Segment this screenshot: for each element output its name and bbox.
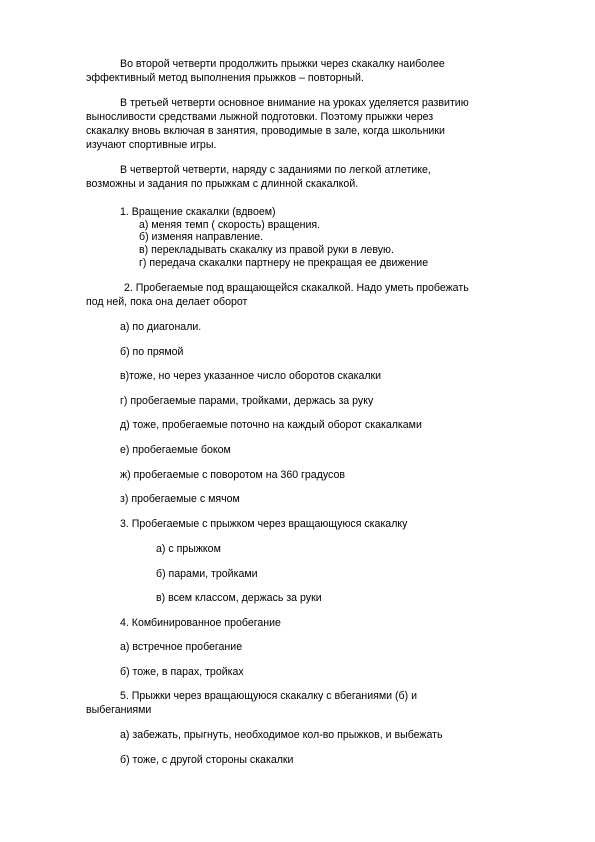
list-item: б) тоже, с другой стороны скакалки <box>120 754 294 766</box>
list-item: е) пробегаемые боком <box>120 444 231 456</box>
paragraph-fourth-quarter <box>86 163 546 191</box>
text-line: скакалку вновь включая в занятия, проводимые в зале, когда школьники <box>86 125 445 137</box>
list-item: б) парами, тройками <box>156 568 258 580</box>
text-line: Во второй четверти продолжить прыжки через скакалку наиболее <box>120 58 445 70</box>
list-item: ж) пробегаемые с поворотом на 360 градусов <box>120 469 345 481</box>
list-item: б) изменяя направление. <box>139 231 264 243</box>
list-item: а) забежать, прыгнуть, необходимое кол-во прыжков, и выбежать <box>120 729 443 741</box>
section-1-heading: 1. Вращение скакалки (вдвоем) <box>120 206 276 218</box>
list-item: а) меняя темп ( скорость) вращения. <box>139 219 321 231</box>
text-line: изучают спортивные игры. <box>86 139 217 151</box>
text-line: эффективный метод выполнения прыжков – повторный. <box>86 72 364 84</box>
list-item: з) пробегаемые с мячом <box>120 493 240 505</box>
list-item: г) пробегаемые парами, тройками, держась за руку <box>120 395 374 407</box>
text-line: В четвертой четверти, наряду с заданиями по легкой атлетике, <box>120 164 431 176</box>
text-line: 5. Прыжки через вращающуюся скакалку с вбеганиями (б) и <box>120 690 417 702</box>
paragraph-second-quarter <box>86 57 546 85</box>
list-item: в)тоже, но через указанное число оборотов скакалки <box>120 370 382 382</box>
section-3-heading: 3. Пробегаемые с прыжком через вращающуюся скакалку <box>120 518 408 530</box>
list-item: а) с прыжком <box>156 543 221 555</box>
list-item: б) по прямой <box>120 346 184 358</box>
list-item: г) передача скакалки партнеру не прекращая ее движение <box>139 257 429 269</box>
list-item: в) всем классом, держась за руки <box>156 592 322 604</box>
text-line: В третьей четверти основное внимание на уроках уделяется развитию <box>120 97 469 109</box>
text-line: под ней, пока она делает оборот <box>86 296 248 308</box>
list-item: в) перекладывать скакалку из правой руки в левую. <box>139 244 394 256</box>
paragraph-third-quarter <box>86 96 546 152</box>
list-item: д) тоже, пробегаемые поточно на каждый оборот скакалками <box>120 419 422 431</box>
text-line: выбеганиями <box>86 704 152 716</box>
section-4-heading: 4. Комбинированное пробегание <box>120 617 281 629</box>
text-line: 2. Пробегаемые под вращающейся скакалкой. Надо уметь пробежать <box>124 282 469 294</box>
list-item: а) встречное пробегание <box>120 641 243 653</box>
section-2-heading <box>86 281 546 309</box>
text-line: возможны и задания по прыжкам с длинной скакалкой. <box>86 178 359 190</box>
section-5-heading <box>86 689 546 717</box>
text-line: выносливости средствами лыжной подготовки. Поэтому прыжки через <box>86 111 434 123</box>
list-item: б) тоже, в парах, тройках <box>120 666 244 678</box>
list-item: а) по диагонали. <box>120 321 202 333</box>
